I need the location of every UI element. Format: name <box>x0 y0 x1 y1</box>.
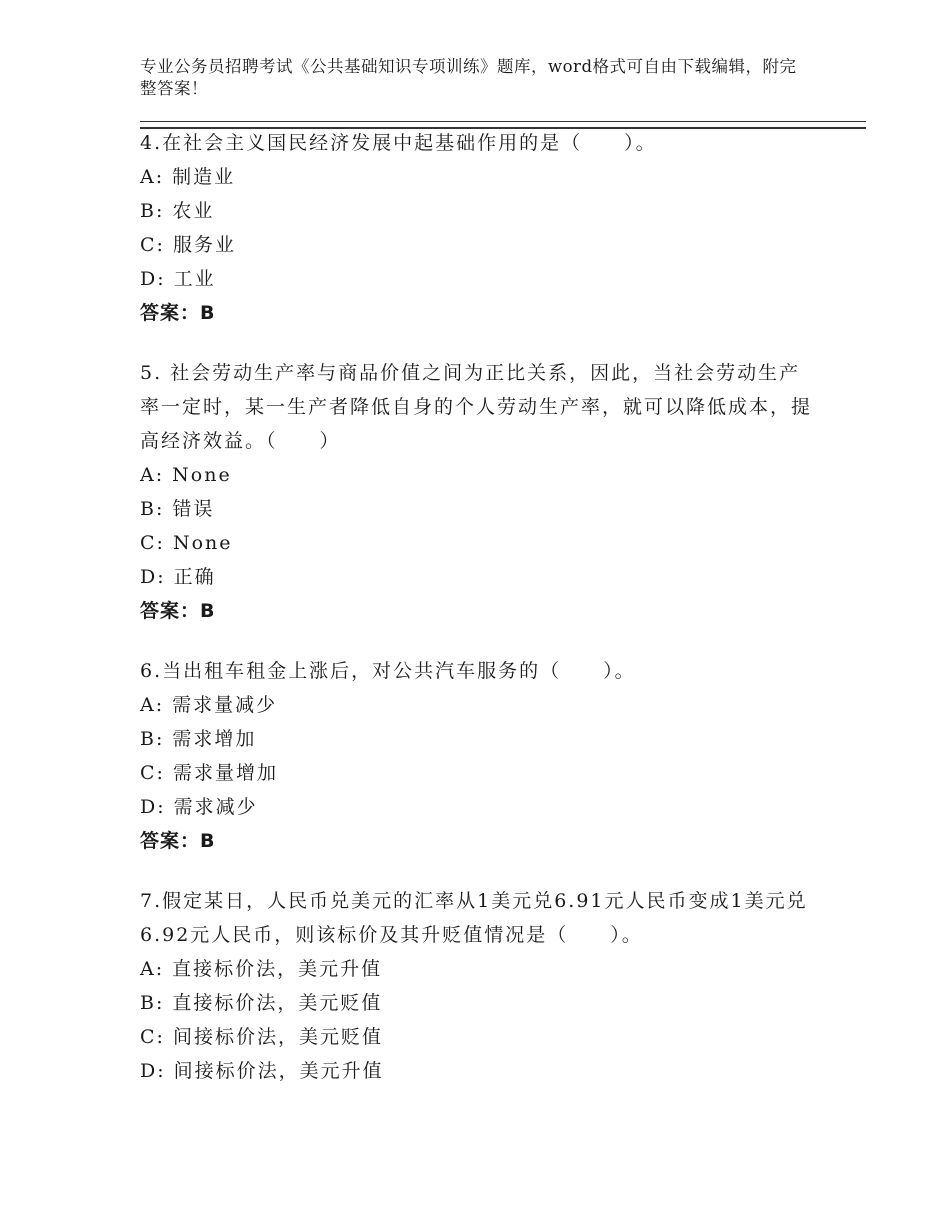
option-a: A: None <box>140 464 232 486</box>
option-c: C: None <box>140 532 233 554</box>
answer-line: 答案：B <box>140 600 216 622</box>
question-4 <box>140 126 820 330</box>
option-d: D: 正确 <box>140 566 216 588</box>
option-b: B: 直接标价法，美元贬值 <box>140 992 383 1014</box>
option-d: D: 间接标价法，美元升值 <box>140 1060 384 1082</box>
option-d: D: 工业 <box>140 268 216 290</box>
option-a: A: 制造业 <box>140 166 236 188</box>
option-b: B: 错误 <box>140 498 215 520</box>
option-b: B: 需求增加 <box>140 728 257 750</box>
option-c: C: 间接标价法，美元贬值 <box>140 1026 383 1048</box>
question-stem: 5. 社会劳动生产率与商品价值之间为正比关系，因此，当社会劳动生产率一定时，某一生产者降低自身的个人劳动生产率，就可以降低成本，提高经济效益。（ ） <box>140 362 813 452</box>
answer-line: 答案：B <box>140 302 216 324</box>
document-header: 专业公务员招聘考试《公共基础知识专项训练》题库，word格式可自由下载编辑，附完整答案！ <box>140 57 797 98</box>
option-c: C: 需求量增加 <box>140 762 278 784</box>
option-a: A: 需求量减少 <box>140 694 278 716</box>
question-5 <box>140 356 820 628</box>
question-stem: 6.当出租车租金上涨后，对公共汽车服务的（ ）。 <box>140 660 636 682</box>
option-d: D: 需求减少 <box>140 796 258 818</box>
option-c: C: 服务业 <box>140 234 236 256</box>
question-7 <box>140 884 820 1088</box>
question-6 <box>140 654 820 858</box>
option-b: B: 农业 <box>140 200 215 222</box>
option-a: A: 直接标价法，美元升值 <box>140 958 383 980</box>
question-stem: 7.假定某日，人民币兑美元的汇率从1美元兑6.91元人民币变成1美元兑6.92元人民币，则该标价及其升贬值情况是（ ）。 <box>140 890 808 946</box>
answer-line: 答案：B <box>140 830 216 852</box>
question-list <box>140 126 820 1114</box>
question-stem: 4.在社会主义国民经济发展中起基础作用的是（ ）。 <box>140 132 657 154</box>
